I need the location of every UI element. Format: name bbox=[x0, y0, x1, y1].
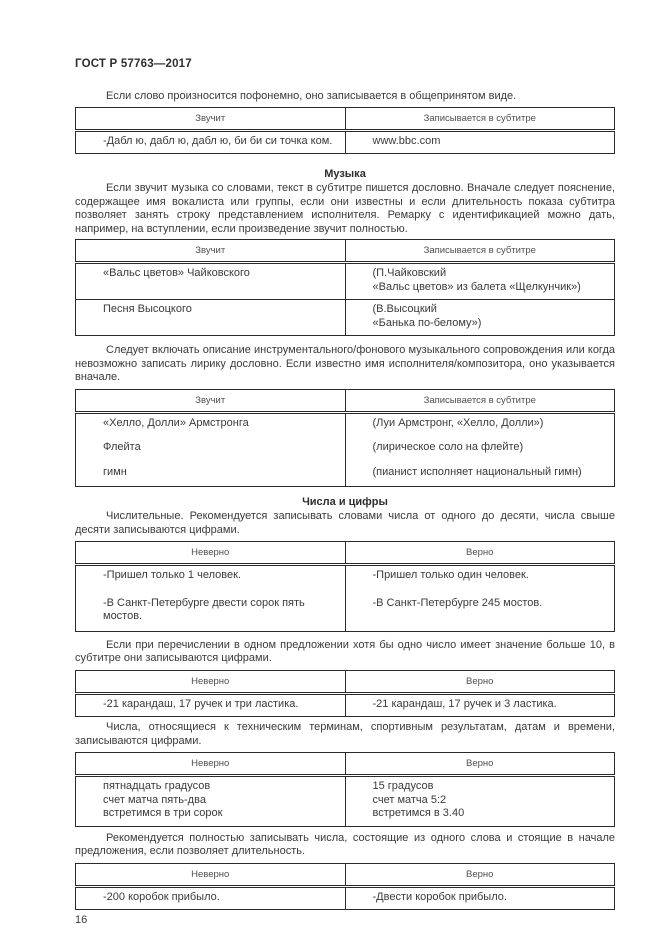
column-header-incorrect: Неверно bbox=[76, 863, 346, 886]
cell-incorrect: -21 карандаш, 17 ручек и три ластика. bbox=[103, 697, 299, 710]
column-header-subtitle: Записывается в субтитре bbox=[345, 389, 615, 412]
paragraph-music-rule: Если звучит музыка со словами, текст в субтитре пишется дословно. Вначале следует пояснение, содержащее имя вокалиста или группы, если они известны и если длительность показа субтитра позволяет занять строку представлением исполнителя. Ремарку с идентификацией можно дать, например, на вступлении, если произведение звучит полностью. bbox=[75, 182, 615, 235]
subtitle-line: (пианист исполняет национальный гимн) bbox=[372, 465, 582, 478]
cell-incorrect bbox=[76, 565, 346, 632]
incorrect-line: -Пришел только 1 человек. bbox=[103, 569, 241, 581]
incorrect-line: пятнадцать градусов bbox=[103, 780, 211, 792]
column-header-correct: Верно bbox=[345, 542, 615, 565]
table-row bbox=[76, 776, 615, 827]
cell-correct bbox=[345, 776, 615, 827]
column-header-sounds: Звучит bbox=[76, 389, 346, 412]
cell-incorrect bbox=[76, 776, 346, 827]
table-header-row bbox=[76, 542, 615, 565]
incorrect-line: счет матча пять-два bbox=[103, 793, 206, 806]
cell-subtitle bbox=[345, 412, 615, 487]
correct-line: 15 градусов bbox=[372, 780, 434, 792]
column-header-incorrect: Неверно bbox=[76, 542, 346, 565]
column-header-incorrect: Неверно bbox=[76, 670, 346, 693]
table-phonemic-example bbox=[75, 107, 615, 155]
table-numerals-examples bbox=[75, 541, 615, 632]
sounds-line: гимн bbox=[103, 465, 127, 478]
table-row bbox=[76, 412, 615, 487]
subtitle-line: (П.Чайковский bbox=[372, 267, 447, 279]
table-header-row bbox=[76, 670, 615, 693]
section-heading-numbers: Числа и цифры bbox=[302, 496, 388, 508]
incorrect-line: встретимся в три сорок bbox=[103, 807, 223, 819]
correct-line: -В Санкт-Петербурге 245 мостов. bbox=[372, 596, 543, 609]
paragraph-instrumental-rule: Следует включать описание инструментального/фонового музыкального сопровождения или когда невозможно записать лирику дословно. Если известно имя исполнителя/композитора, оно указывается вначале. bbox=[75, 344, 615, 383]
column-header-correct: Верно bbox=[345, 753, 615, 776]
table-header-row bbox=[76, 389, 615, 412]
table-row bbox=[76, 263, 615, 300]
column-header-sounds: Звучит bbox=[76, 107, 346, 130]
column-header-correct: Верно bbox=[345, 670, 615, 693]
table-header-row bbox=[76, 240, 615, 263]
cell-sounds bbox=[76, 412, 346, 487]
cell-subtitle bbox=[345, 263, 615, 300]
column-header-subtitle: Записывается в субтитре bbox=[345, 240, 615, 263]
cell-sounds: «Вальс цветов» Чайковского bbox=[103, 267, 250, 279]
sounds-line: Флейта bbox=[103, 441, 141, 453]
cell-sounds: Песня Высоцкого bbox=[76, 300, 346, 336]
table-row bbox=[76, 130, 615, 154]
subtitle-line: (Луи Армстронг, «Хелло, Долли») bbox=[372, 416, 544, 429]
paragraph-mixed-numbers-rule: Если при перечислении в одном предложении хотя бы одно число имеет значение больше 10, в субтитре они записываются цифрами. bbox=[75, 638, 615, 664]
subtitle-line: (В.Высоцкий bbox=[372, 303, 437, 315]
table-mixed-numbers-example bbox=[75, 670, 615, 718]
column-header-correct: Верно bbox=[345, 863, 615, 886]
cell-correct: -21 карандаш, 17 ручек и 3 ластика. bbox=[345, 693, 615, 717]
table-row bbox=[76, 565, 615, 632]
doc-number: ГОСТ Р 57763—2017 bbox=[75, 58, 192, 70]
page-number: 16 bbox=[75, 914, 88, 926]
sounds-line: «Хелло, Долли» Армстронга bbox=[103, 416, 249, 429]
cell-sounds: -Дабл ю, дабл ю, дабл ю, би би си точка ком. bbox=[103, 134, 333, 147]
subtitle-line: «Вальс цветов» из балета «Щелкунчик») bbox=[372, 280, 581, 293]
table-row bbox=[76, 300, 615, 336]
correct-line: -Пришел только один человек. bbox=[372, 569, 529, 581]
table-header-row bbox=[76, 107, 615, 130]
table-technical-numbers-examples bbox=[75, 752, 615, 827]
correct-line: встретимся в 3.40 bbox=[372, 807, 465, 819]
table-row bbox=[76, 693, 615, 717]
section-heading-music: Музыка bbox=[324, 168, 366, 180]
table-row bbox=[76, 886, 615, 910]
table-instrumental-examples bbox=[75, 389, 615, 488]
table-sentence-start-example bbox=[75, 863, 615, 911]
correct-line: счет матча 5:2 bbox=[372, 793, 447, 806]
cell-correct: -Двести коробок прибыло. bbox=[345, 886, 615, 910]
paragraph-sentence-start-rule: Рекомендуется полностью записывать числа, состоящие из одного слова и стоящие в начале предложения, если позволяет длительность. bbox=[75, 831, 615, 857]
cell-incorrect: -200 коробок прибыло. bbox=[103, 890, 220, 903]
subtitle-line: (лирическое соло на флейте) bbox=[372, 441, 524, 453]
incorrect-line: -В Санкт-Петербурге двести сорок пять мостов. bbox=[103, 596, 305, 622]
column-header-incorrect: Неверно bbox=[76, 753, 346, 776]
paragraph-phonemic-rule: Если слово произносится пофонемно, оно записывается в общепринятом виде. bbox=[106, 90, 517, 102]
cell-subtitle: www.bbc.com bbox=[345, 130, 615, 154]
cell-subtitle bbox=[345, 300, 615, 336]
subtitle-line: «Банька по-белому») bbox=[372, 316, 482, 329]
table-header-row bbox=[76, 863, 615, 886]
table-music-examples bbox=[75, 239, 615, 336]
cell-correct bbox=[345, 565, 615, 632]
column-header-sounds: Звучит bbox=[76, 240, 346, 263]
paragraph-numerals-rule: Числительные. Рекомендуется записывать словами числа от одного до десяти, числа свыше десяти записываются цифрами. bbox=[75, 510, 615, 536]
table-header-row bbox=[76, 753, 615, 776]
paragraph-technical-numbers-rule: Числа, относящиеся к техническим терминам, спортивным результатам, датам и времени, записываются цифрами. bbox=[75, 721, 615, 747]
column-header-subtitle: Записывается в субтитре bbox=[345, 107, 615, 130]
